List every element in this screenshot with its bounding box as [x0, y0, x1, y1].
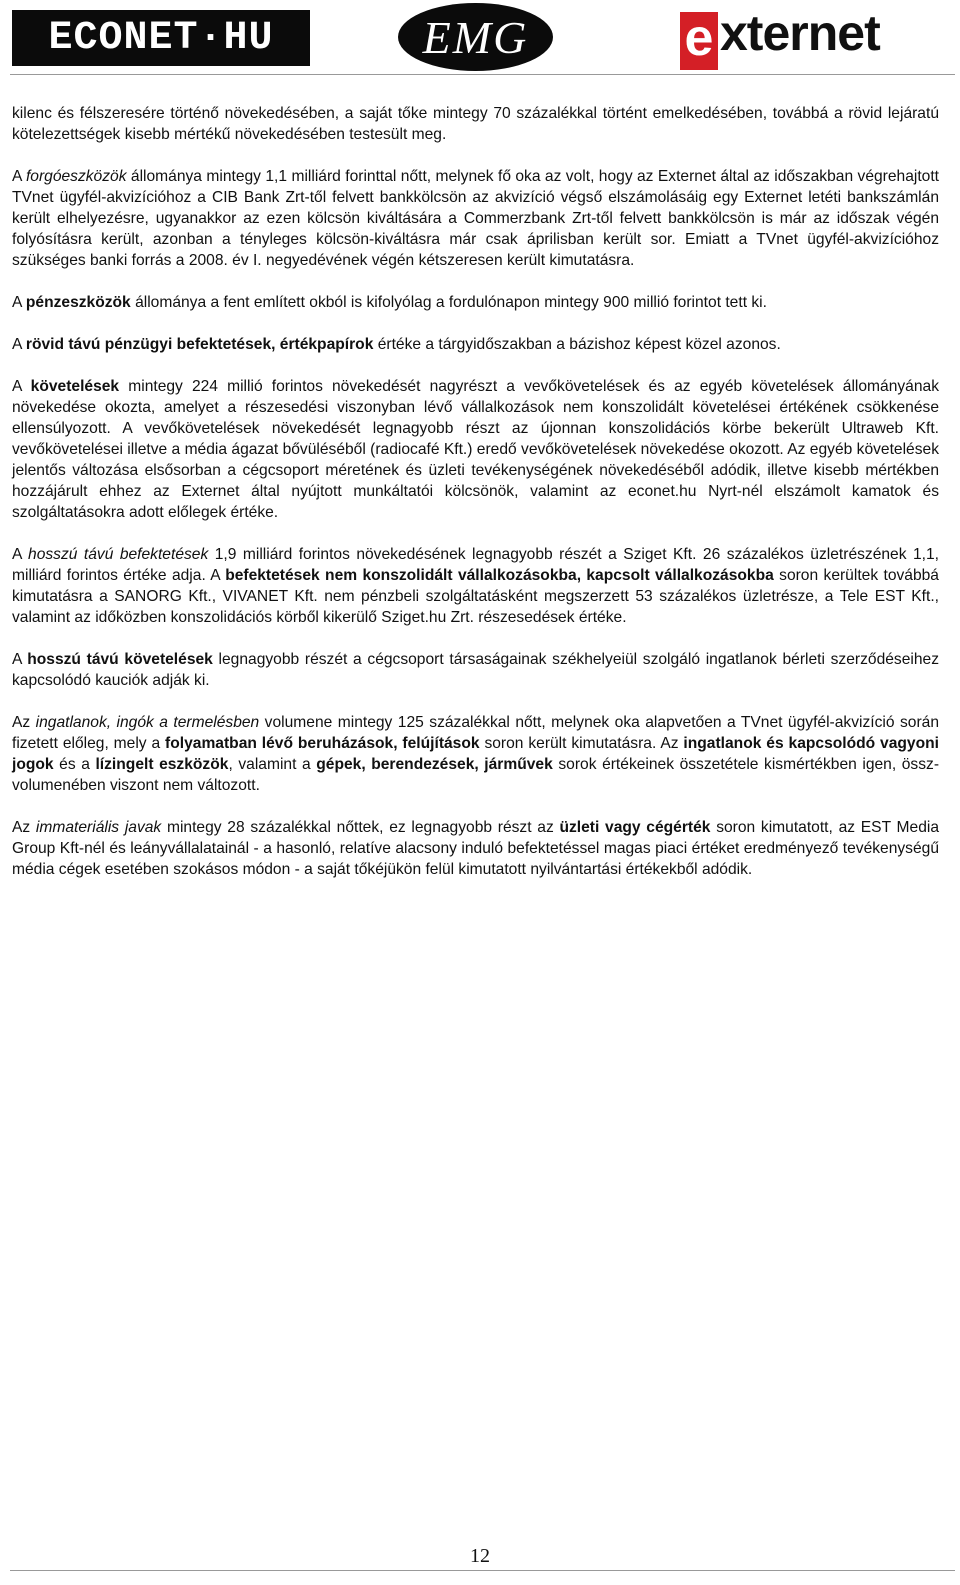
term-lizingelt-eszkozok: lízingelt eszközök	[95, 756, 229, 773]
text-run: A	[12, 546, 29, 563]
text-run: 1,9 milliárd forintos növekedésének legnagyobb részét a Sziget Kft. 26 százalékos üzletrészének 1,1, milliárd forintos értéke adja. A	[12, 546, 940, 584]
page-number: 12	[470, 1545, 490, 1567]
text-run: sorok értékeinek összetétele kismértékben igen, össz-volumenében viszont nem változott.	[12, 756, 940, 794]
paragraph-forgoeszkozok	[12, 166, 939, 271]
term-kovetelesek: követelések	[30, 378, 120, 395]
text-run: A	[12, 168, 26, 185]
text-run: és a	[53, 756, 96, 773]
term-gepek-berendezesek: gépek, berendezések, járművek	[316, 756, 553, 773]
emg-logo-text: EMG	[422, 11, 529, 63]
text-run: soron került kimutatásra. Az	[479, 735, 684, 752]
term-forgoeszkozok: forgóeszközök	[25, 168, 127, 185]
term-uzleti-vagy-cegertek: üzleti vagy cégérték	[559, 819, 711, 836]
paragraph-kovetelesek	[12, 376, 939, 523]
paragraph-hosszu-tavu-befektetesek	[12, 544, 939, 628]
text-run: A	[12, 294, 26, 311]
text-run: állománya mintegy 1,1 milliárd forinttal nőtt, melynek fő oka az volt, hogy az Externet által az időszakban végrehajtott TVnet ügyfél-akvizícióhoz a CIB Bank Zrt-től felvett bankkölcsön az akvizíció végső elszámolásáig egy Externet letéti bankszámlán került elhelyezésre, ugyanakkor az ezen kölcsön kiváltására a Commerzbank Zrt-től felvett bankkölcsön is már az időszak végén folyósításra került, azonban a tényleges kölcsön-kiváltásra már csak áprilisban került sor. Emiatt a TVnet ügyfél-akvizícióhoz szükséges banki forrás a 2008. év I. negyedévének végén kétszeresen került kimutatásra.	[12, 168, 940, 269]
paragraph-rovid-tavu-befektetesek	[12, 334, 939, 355]
document-body	[12, 103, 939, 901]
term-penzeszkozok: pénzeszközök	[25, 294, 131, 311]
paragraph-penzeszkozok	[12, 292, 939, 313]
text-run: állománya a fent említett okból is kifolyólag a fordulónapon mintegy 900 millió forintot tett ki.	[130, 294, 767, 311]
text-run: soron kerültek továbbá kimutatásra a SANORG Kft., VIVANET Kft. nem pénzbeli szolgáltatásként megszerzett 53 százalékos üzletrésze, a Tele EST Kft., valamint az időközben konszolidációs körből kikerülő Sziget.hu Zrt. részesedések értéke.	[12, 567, 939, 626]
term-hosszu-tavu-kovetelesek: hosszú távú követelések	[27, 651, 213, 668]
term-ingatlanok-vagyoni-jogok: ingatlanok és kapcsolódó vagyoni jogok	[12, 735, 939, 773]
term-ingatlanok-ingok: ingatlanok, ingók a termelésben	[35, 714, 260, 731]
text-run: A	[12, 378, 31, 395]
externet-logo-e: e	[680, 12, 718, 70]
page-header	[0, 0, 960, 76]
paragraph-hosszu-tavu-kovetelesek	[12, 649, 939, 691]
text-run: Az	[12, 819, 36, 836]
text-run: , valamint a	[228, 756, 317, 773]
paragraph-intro-continuation: kilenc és félszeresére történő növekedésében, a saját tőke mintegy 70 százalékkal történt emelkedésében, továbbá a rövid lejáratú kötelezettségek kisebb mértékű növekedésében testesült meg.	[12, 105, 939, 143]
text-run: értéke a tárgyidőszakban a bázishoz képest közel azonos.	[373, 336, 781, 353]
emg-logo	[398, 3, 553, 71]
text-run: mintegy 28 százalékkal nőttek, ez legnagyobb részt az	[161, 819, 560, 836]
econet-logo	[12, 10, 310, 66]
term-hosszu-tavu-befektetesek: hosszú távú befektetések	[28, 546, 209, 563]
text-run: A	[12, 651, 28, 668]
term-folyamatban-levo-beruhazasok: folyamatban lévő beruházások, felújítások	[165, 735, 480, 752]
footer-divider	[10, 1570, 955, 1571]
term-immaterialis-javak: immateriális javak	[35, 819, 162, 836]
paragraph-ingatlanok	[12, 712, 939, 796]
externet-logo-text: xternet	[720, 5, 880, 61]
text-run: volumene mintegy 125 százalékkal nőtt, melynek oka alapvetően a TVnet ügyfél-akvizíció során fizetett előleg, mely a	[12, 714, 939, 752]
text-run: mintegy 224 millió forintos növekedését nagyrészt a vevőkövetelések és az egyéb követelések állományának növekedése okozta, amelyet a részesedési viszonyban lévő vállalkozások nem konszolidált követelései értékének csökkenése ellensúlyozott. A vevőkövetelések növekedését legnagyobb részt az újonnan konszolidációs körbe bekerült Ultraweb Kft. vevőkövetelései illetve a média ágazat bővüléséből (radiocafé Kft.) eredő vevőkövetelések növekedése okozott. Az egyéb követelések jelentős változása elsősorban a cégcsoport méretének és üzleti tevékenységének növekedéséből adódik, illetve kisebb mértékben hozzájárult ehhez az Externet által nyújtott munkáltatói kölcsönök, valamint az econet.hu Nyrt-nél elszámolt kamatok és szolgáltatásokra adott előlegek értéke.	[12, 378, 939, 521]
text-run: Az	[12, 714, 36, 731]
paragraph-immaterialis-javak	[12, 817, 939, 880]
text-run: A	[12, 336, 26, 353]
term-rovid-tavu-befektetesek: rövid távú pénzügyi befektetések, értékpapírok	[25, 336, 374, 353]
text-run: soron kimutatott, az EST Media Group Kft-nél és leányvállalatainál - a hasonló, relatíve alacsony induló befektetéssel magas piaci értéket eredményező tevékenységű média cégek esetében szokásos módon - a saját tőkéjükön felül kimutatott nyilvántartási értékekből adódik.	[12, 819, 939, 878]
term-befektetesek-nem-konszolidalt: befektetések nem konszolidált vállalkozásokba, kapcsolt vállalkozásokba	[225, 567, 774, 584]
econet-logo-text: ECONET·HU	[48, 15, 274, 61]
header-divider	[10, 74, 955, 75]
text-run: legnagyobb részét a cégcsoport társaságainak székhelyeiül szolgáló ingatlanok bérleti szerződéseihez kapcsolódó kauciók adják ki.	[12, 651, 939, 689]
externet-logo	[680, 6, 912, 70]
